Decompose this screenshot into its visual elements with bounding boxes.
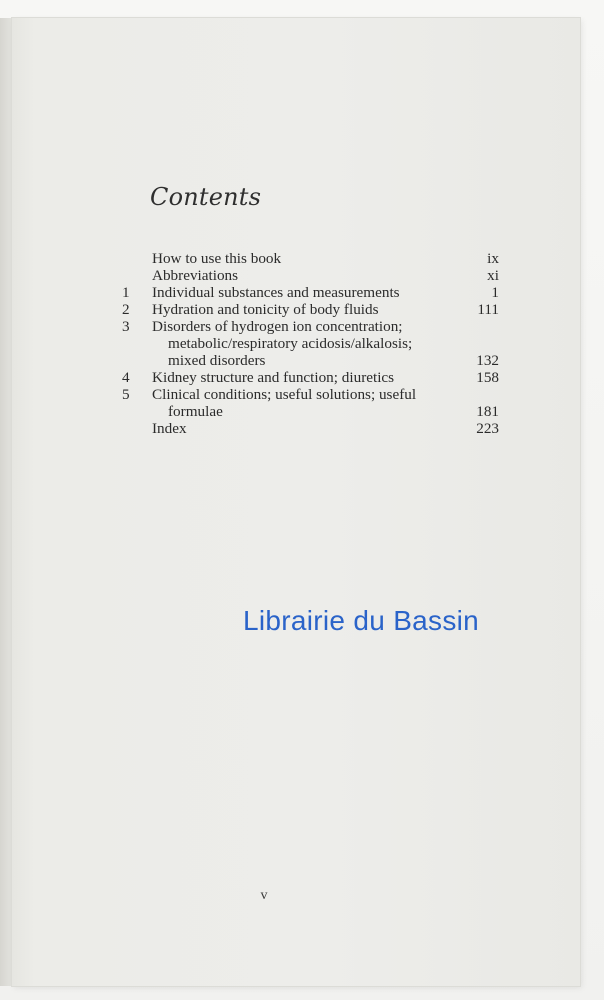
toc-entry bbox=[122, 386, 499, 420]
toc-entry bbox=[122, 318, 499, 369]
toc-entry-page: 158 bbox=[476, 369, 499, 386]
toc-entry bbox=[122, 420, 499, 437]
toc-entry-title: Hydration and tonicity of body fluids bbox=[152, 301, 379, 318]
toc-entry-number: 2 bbox=[122, 301, 130, 318]
toc-entry-title: Kidney structure and function; diuretics bbox=[152, 369, 395, 386]
toc-entry-number: 5 bbox=[122, 386, 130, 403]
toc-entry-title: Clinical conditions; useful solutions; useful bbox=[152, 386, 417, 403]
toc-entry bbox=[122, 369, 499, 386]
table-of-contents bbox=[122, 250, 499, 437]
toc-entry-page: xi bbox=[487, 267, 499, 284]
toc-entry-title-continued: metabolic/respiratory acidosis/alkalosis; bbox=[168, 335, 413, 352]
toc-entry-title: Abbreviations bbox=[152, 267, 239, 284]
toc-entry-page: 223 bbox=[476, 420, 499, 437]
toc-entry-title-continued: mixed disorders bbox=[168, 352, 266, 369]
toc-entry bbox=[122, 267, 499, 284]
toc-entry-number: 1 bbox=[122, 284, 130, 301]
toc-entry-title: Disorders of hydrogen ion concentration; bbox=[152, 318, 403, 335]
toc-entry bbox=[122, 284, 499, 301]
book-page bbox=[12, 18, 580, 986]
toc-entry-title: How to use this book bbox=[152, 250, 282, 267]
toc-entry bbox=[122, 301, 499, 318]
toc-entry-number: 4 bbox=[122, 369, 130, 386]
toc-entry-page: 132 bbox=[476, 352, 499, 369]
toc-entry-number: 3 bbox=[122, 318, 130, 335]
contents-heading: Contents bbox=[150, 183, 262, 211]
toc-entry-title-continued: formulae bbox=[168, 403, 223, 420]
toc-entry-title: Index bbox=[152, 420, 187, 437]
seller-watermark: Librairie du Bassin bbox=[243, 605, 480, 636]
page-number: v bbox=[260, 888, 268, 903]
toc-entry-page: ix bbox=[487, 250, 499, 267]
toc-entry-page: 1 bbox=[491, 284, 499, 301]
toc-entry-page: 181 bbox=[476, 403, 499, 420]
toc-entry bbox=[122, 250, 499, 267]
toc-entry-page: 111 bbox=[477, 301, 499, 318]
toc-entry-title: Individual substances and measurements bbox=[152, 284, 400, 301]
